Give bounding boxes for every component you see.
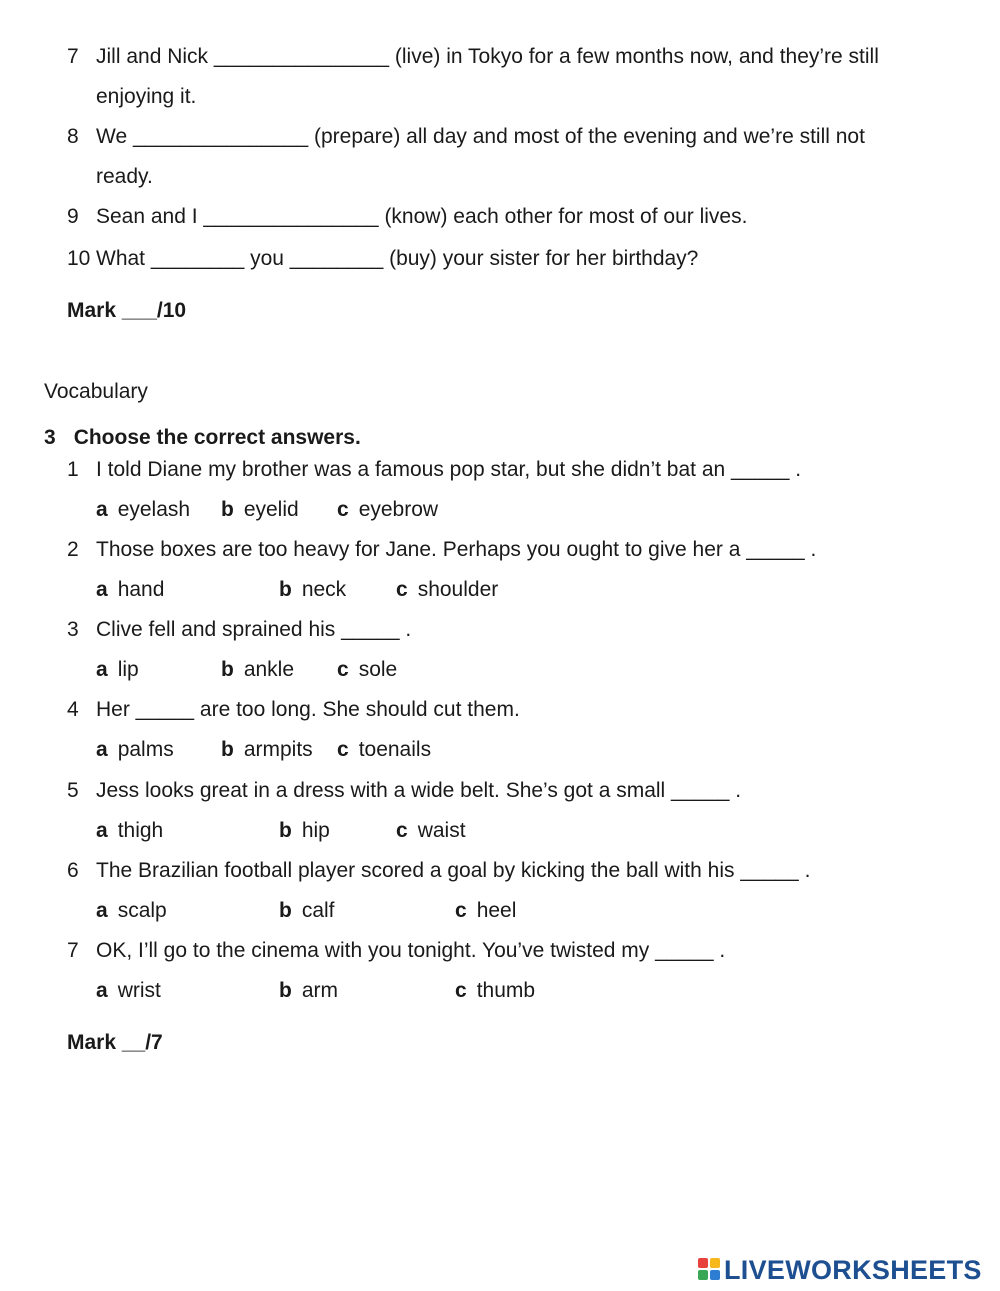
item-number: 10: [67, 247, 91, 270]
option-b[interactable]: b arm: [279, 979, 338, 1002]
option-a[interactable]: a palms: [96, 738, 174, 761]
item-text: Jill and Nick _______________ (live) in Tokyo for a few months now, and they’re still: [96, 45, 879, 68]
question-number: 3: [67, 618, 79, 641]
option-b[interactable]: b hip: [279, 819, 330, 842]
liveworksheets-logo[interactable]: [698, 1255, 982, 1285]
liveworksheets-logo-icon: [698, 1258, 720, 1282]
exercise-heading: [44, 426, 361, 450]
question-text: Those boxes are too heavy for Jane. Perhaps you ought to give her a _____ .: [96, 538, 817, 561]
option-c[interactable]: c shoulder: [396, 578, 499, 601]
option-a[interactable]: a eyelash: [96, 498, 191, 521]
item-text: What ________ you ________ (buy) your sister for her birthday?: [96, 247, 699, 270]
question-text: Her _____ are too long. She should cut them.: [96, 698, 520, 721]
option-b[interactable]: b eyelid: [221, 498, 299, 521]
option-b[interactable]: b ankle: [221, 658, 295, 681]
item-text-continued: enjoying it.: [96, 85, 197, 108]
logo-text: LIVEWORKSHEETS: [724, 1254, 982, 1285]
question-text: The Brazilian football player scored a goal by kicking the ball with his _____ .: [96, 859, 811, 882]
option-c[interactable]: c waist: [396, 819, 466, 842]
exercise-number: 3: [44, 426, 56, 449]
question-number: 1: [67, 458, 79, 481]
item-number: 7: [67, 45, 79, 68]
item-number: 8: [67, 125, 79, 148]
question-text: I told Diane my brother was a famous pop star, but she didn’t bat an _____ .: [96, 458, 802, 481]
section-title: Vocabulary: [44, 380, 148, 403]
item-text: Sean and I _______________ (know) each other for most of our lives.: [96, 205, 748, 228]
question-number: 6: [67, 859, 79, 882]
question-number: 7: [67, 939, 79, 962]
option-b[interactable]: b calf: [279, 899, 335, 922]
option-b[interactable]: b neck: [279, 578, 347, 601]
exercise-instruction: Choose the correct answers.: [73, 426, 361, 449]
option-c[interactable]: c thumb: [455, 979, 536, 1002]
item-text-continued: ready.: [96, 165, 153, 188]
vocabulary-mark: Mark __/7: [67, 1031, 163, 1054]
option-a[interactable]: a scalp: [96, 899, 167, 922]
item-number: 9: [67, 205, 79, 228]
option-a[interactable]: a hand: [96, 578, 165, 601]
question-number: 4: [67, 698, 79, 721]
question-text: OK, I’ll go to the cinema with you tonight. You’ve twisted my _____ .: [96, 939, 726, 962]
question-text: Clive fell and sprained his _____ .: [96, 618, 412, 641]
option-a[interactable]: a wrist: [96, 979, 161, 1002]
option-c[interactable]: c heel: [455, 899, 517, 922]
option-a[interactable]: a lip: [96, 658, 139, 681]
question-number: 2: [67, 538, 79, 561]
question-number: 5: [67, 779, 79, 802]
option-c[interactable]: c sole: [337, 658, 398, 681]
option-c[interactable]: c toenails: [337, 738, 432, 761]
grammar-mark: Mark ___/10: [67, 299, 187, 322]
option-a[interactable]: a thigh: [96, 819, 164, 842]
question-text: Jess looks great in a dress with a wide belt. She’s got a small _____ .: [96, 779, 742, 802]
item-text: We _______________ (prepare) all day and most of the evening and we’re still not: [96, 125, 865, 148]
option-c[interactable]: c eyebrow: [337, 498, 439, 521]
option-b[interactable]: b armpits: [221, 738, 313, 761]
